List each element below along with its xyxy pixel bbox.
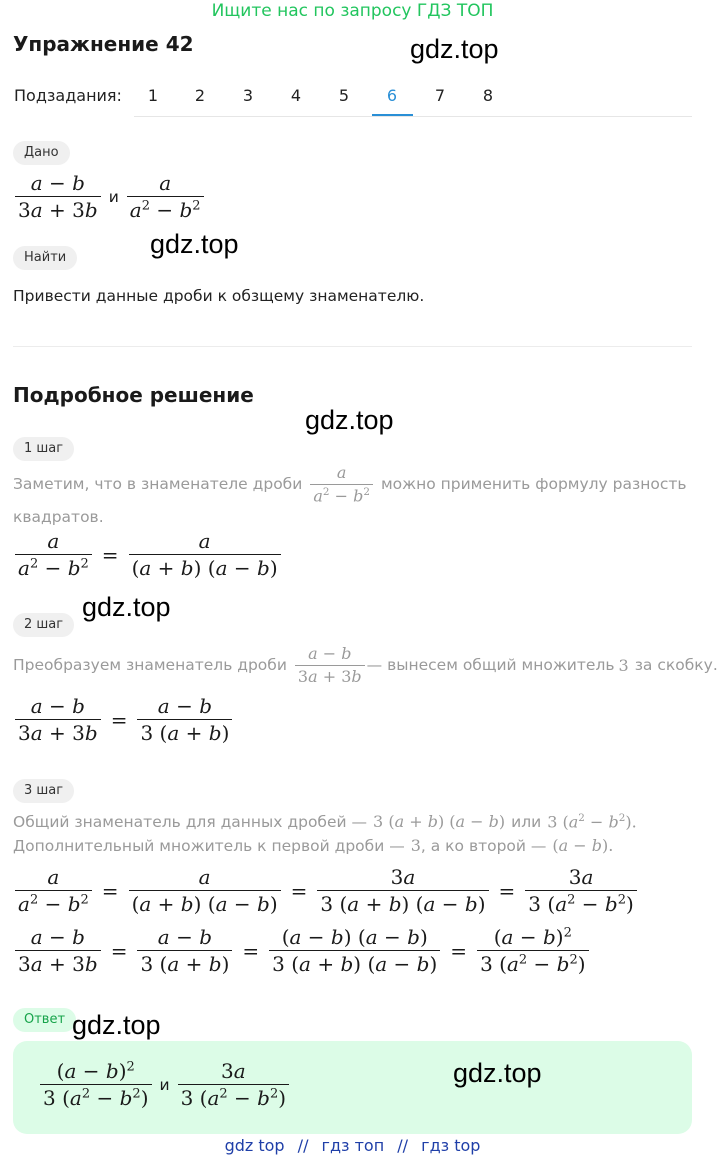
tab-2[interactable]: 2 <box>194 86 206 105</box>
footer-separator: // <box>297 1136 309 1155</box>
find-badge: Найти <box>13 246 77 270</box>
section-divider <box>13 346 692 347</box>
footer-link-3[interactable]: гдз top <box>421 1136 481 1155</box>
watermark: gdz.top <box>82 592 171 622</box>
tab-6[interactable]: 6 <box>386 86 398 105</box>
given-conj: и <box>108 187 119 206</box>
tab-5[interactable]: 5 <box>338 86 350 105</box>
step2-factor: 3 <box>618 655 629 675</box>
step1-text-line2: квадратов. <box>13 508 104 526</box>
subtasks-label: Подзадания: <box>14 86 122 105</box>
step3-line2-before: Дополнительный множитель к первой дроби — <box>13 836 405 855</box>
step1-text-after: можно применить формулу разность <box>380 475 687 494</box>
step1-text: Заметим, что в знаменателе дроби $\frac{a}{a^2 - b^2}$ можно применить формулу разность <box>13 463 687 505</box>
watermark: gdz.top <box>150 229 239 259</box>
answer-badge: Ответ <box>13 1008 76 1032</box>
step2-text-after: — вынесем общий множитель <box>366 656 615 675</box>
answer-conj: и <box>159 1075 170 1094</box>
step2-equation: $\frac{a - b}{3a + 3b}$ = $\frac{a - b}{3 (a + b)}$ <box>13 695 234 744</box>
tab-1[interactable]: 1 <box>147 86 159 105</box>
step3-line2: Дополнительный множитель к первой дроби — 3 , а ко второй — (a − b). <box>13 836 614 855</box>
step2-badge: 2 шаг <box>13 613 74 637</box>
watermark: gdz.top <box>72 1010 161 1040</box>
step3-line2-mid: , а ко второй — <box>420 836 547 855</box>
step1-equation: $\frac{a}{a^2 - b^2}$ = $\frac{a}{(a + b) (a - b)}$ <box>13 530 283 579</box>
find-text: Привести данные дроби к обзщему знаменателю. <box>13 287 425 305</box>
step3-line1-or: или <box>511 812 542 831</box>
step3-equation1: $\frac{a}{a^2 - b^2}$ = $\frac{a}{(a + b) (a - b)}$ = $\frac{3a}{3 (a + b) (a - b)}$ = $\frac{3a}{3 (a^2 - b^2)}$ <box>13 866 639 915</box>
answer-fractions: $\frac{(a - b)^2}{3 (a^2 - b^2)}$ и $\frac{3a}{3 (a^2 - b^2)}$ <box>38 1060 291 1109</box>
page-title: Упражнение 42 <box>13 32 194 56</box>
footer-link-1[interactable]: gdz top <box>224 1136 285 1155</box>
footer-link-2[interactable]: гдз топ <box>321 1136 385 1155</box>
active-tab-indicator <box>372 114 413 116</box>
tab-8[interactable]: 8 <box>482 86 494 105</box>
tab-3[interactable]: 3 <box>242 86 254 105</box>
watermark: gdz.top <box>305 405 394 435</box>
footer-separator: // <box>397 1136 409 1155</box>
watermark: gdz.top <box>453 1058 542 1088</box>
tab-7[interactable]: 7 <box>434 86 446 105</box>
tab-4[interactable]: 4 <box>290 86 302 105</box>
step1-badge: 1 шаг <box>13 437 74 461</box>
step3-badge: 3 шаг <box>13 779 74 803</box>
step3-equation2: $\frac{a - b}{3a + 3b}$ = $\frac{a - b}{3 (a + b)}$ = $\frac{(a - b) (a - b)}{3 (a + b) (a - b)}$ = $\frac{(a - b)^2}{3 (a^2 - b^2)}$ <box>13 926 591 975</box>
footer-links <box>0 1136 705 1155</box>
step2-text-end: за скобку. <box>634 656 718 675</box>
step1-text-before: Заметим, что в знаменателе дроби <box>13 475 303 494</box>
solution-title: Подробное решение <box>13 383 254 407</box>
given-fractions: $\frac{a - b}{3a + 3b}$ и $\frac{a}{a^2 - b^2}$ <box>13 172 206 221</box>
promo-banner: Ищите нас по запросу ГДЗ ТОП <box>211 1 494 21</box>
tabs-underline <box>134 116 692 117</box>
watermark: gdz.top <box>410 34 499 64</box>
step3-line1: Общий знаменатель для данных дробей — 3 (a + b) (a − b) или 3 $(a^2 - b^2)$. <box>13 812 637 832</box>
step2-text-before: Преобразуем знаменатель дроби <box>13 656 287 675</box>
given-badge: Дано <box>13 141 70 165</box>
step3-line1-before: Общий знаменатель для данных дробей — <box>13 812 368 831</box>
step2-text: Преобразуем знаменатель дроби $\frac{a - b}{3a + 3b}$ — вынесем общий множитель 3 за скобку. <box>13 644 718 686</box>
